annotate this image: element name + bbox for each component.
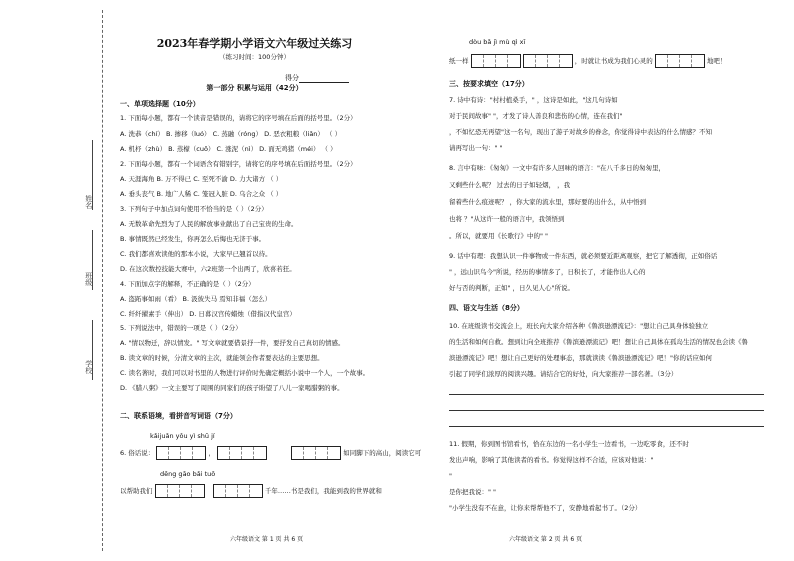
q6-line-1 [120,446,422,460]
class-label: 班级 [84,272,93,286]
q7-line-3: ，不如忆恐无再望"这一名句，现出了游子对故乡的眷念，你觉得诗中表达的什么情感？不知 [449,128,712,136]
time-note: （练习时间：100分钟） [219,53,290,61]
pinyin-grid-denggao[interactable] [155,484,205,498]
pinyin-grid-qixi[interactable] [655,54,705,68]
score-box [285,74,349,83]
q9-line-2: " ，远山识鸟今"所说，经历的事情多了，日积长了，才能作出人心的 [449,268,646,276]
q10-answer-line-3[interactable] [449,426,764,427]
q1-option-a: A. 洗恭（chí） B. 掺移（luó） C. 蒸融（róng） D. 恶衣粗粮（liǎn） （ ） [120,130,342,138]
school-field[interactable] [92,320,93,380]
section-3-title: 三、按要求填空（17分） [449,80,529,88]
page-right [397,0,794,561]
q7-line-4: 请再写出一句：" " [449,144,503,152]
q10-answer-line-1[interactable] [449,394,764,395]
q3-option-a: A. 无数革命先烈为了人民的解放事业献出了自己宝贵的生命。 [120,220,298,228]
q5-option-b: B. 读文章的时候，分清文章的主次，就能领会作者要表达的主要思想。 [120,354,324,362]
q5-stem: 5. 下列说法中，错误的一项是（ ）（2分） [120,324,242,332]
q9-line-3: 好与否的判断，正如" ，日久见人心"所说。 [449,284,575,292]
q6-line2-prefix: 以帮助我们 [120,487,153,495]
q7-line-1: 7. 诗中有诗："村村植桑手，" ，这诗是如此，"这几句诗如 [449,96,618,104]
q10-line-3: 滨逊漂流记》吧！想让自己更好的处理事态，那就读读《鲁滨逊漂流记》吧！"你的话应如何 [449,354,712,362]
exam-title: 2023年春学期小学语文六年级过关练习 [156,37,353,50]
q11-line-4: 是你把我说：" " [449,488,497,496]
q4-stem: 4. 下面加点字的解释，不正确的是（ ）（2分） [120,280,255,288]
class-field[interactable] [92,230,93,290]
name-field[interactable] [92,140,93,210]
q11-line-2: 发出声响，影响了其他读者的看书。你觉得这样不合适，应该对他说：" [449,456,654,464]
q6-prefix: 6. 俗话说： [120,449,155,457]
q6-line2-suffix: 千年……书是我们，我能到我的世界就和 [264,487,382,495]
q6-suffix: 如同脚下的高山，阅读它可 [343,449,422,457]
q3-option-d: D. 在这次数控技能大赛中，六2班第一个出两了，欣喜若狂。 [120,265,296,273]
q11-line-3: " [449,472,452,480]
pinyin-grid-jimu[interactable] [523,54,573,68]
pinyin-grid-kaijuan[interactable] [156,446,206,460]
pinyin-grid-shuji[interactable] [291,446,341,460]
q10-answer-line-2[interactable] [449,410,764,411]
q10-line-2: 的生活和如何自救。想到让向全班推荐《鲁滨逊漂流记》吧！想让自己具体在孤岛生活的情况也会读《鲁 [449,338,748,346]
q3-option-b: B. 事情既然已经发生，你再怎么后悔也无济于事。 [120,235,266,243]
q2-option-a: A. 天涯海角 B. 万不得已 C. 至死不渝 D. 力大诸方 （ ） [120,175,283,183]
section-1-title: 一、单项选择题（10分） [120,100,200,108]
pinyin-grid-douba[interactable] [471,54,521,68]
pinyin-row-1: kǎijuǎn yǒu yì shū jí [150,432,215,440]
section-2-title: 二、联系语境，看拼音写词语（7分） [120,412,237,420]
part-one-heading: 第一部分 积累与运用（42分） [206,84,303,92]
q5-option-a: A. "情以物迁，辞以情发。" 写文章就要借景抒一件，要抒发自己真切的情感。 [120,339,345,347]
q5-option-c: C. 读名著时，我们可以对书里的人物进行评价时先确定概括小说中一个人，一个故事。 [120,369,370,377]
q1-stem: 1. 下面每小题，都有一个读音是错误的，请将它的序号填在后面的括号里。（2分） [120,114,357,122]
q5-option-d: D. 《腊八粥》一文主要写了周围的同家们的孩子盼望了八儿一家喝腊粥的事。 [120,384,344,392]
continued-line [449,54,764,68]
score-label: 得分 [285,74,299,82]
name-label: 姓名 [84,195,93,209]
score-field[interactable] [299,82,349,83]
pinyin-row-top: dòu bǎ jì mù qì xī [469,38,526,46]
q11-line-5: "小学生没有不在意，让你来帮帮他不了，安静地看起书了。（2分） [449,504,642,512]
continued-prefix: 纸一样 [449,57,469,65]
q8-line-1: 8. 言中有味：《匆匆》一文中有许多人回味的语言："在八千多日的匆匆里， [449,164,666,172]
q6-line-2 [120,484,389,498]
q9-line-1: 9. 话中有理：我想认识一件事物或一件东西，就必须要近距离观察，把它了解透彻，正如俗话 [449,252,718,260]
continued-mid: ，时就让书成为我们心灵的 [574,57,653,65]
q2-stem: 2. 下面每小题，都有一个词语含有错别字，请将它的序号填在后面括号里。（2分） [120,160,357,168]
q8-line-5: 。所以，就要用《长歌行》中的" " [449,232,549,240]
right-footer: 六年级语文 第 2 页 共 6 页 [509,536,583,543]
binding-margin [0,0,110,561]
continued-suffix: 地吧！ [706,57,727,65]
q1-option-b: A. 机杼（zhù） B. 蒸檬（cuō） C. 涨泥（nì） D. 面无鸡猪（méi） （ ） [120,145,337,153]
school-label: 学校 [84,360,93,374]
left-footer: 六年级语文 第 1 页 共 6 页 [230,536,304,543]
q8-line-2: 又剩些什么呢？ 过去的日子如轻烟， ，我 [449,181,571,189]
section-4-title: 四、语文与生活（8分） [449,304,524,312]
q2-option-b: A. 垂头丧气 B. 地广人稀 C. 笼冠入脏 D. 乌合之众 （ ） [120,190,283,198]
q3-stem: 3. 下列句子中加点词句使用不恰当的是（ ）（2分） [120,205,268,213]
q10-line-4: 引起了同学们浓厚的阅读兴趣。请结合它的好处，向大家推荐一部名著。（3分） [449,370,678,378]
q3-option-c: C. 我们都喜欢读他的那本小说，大家早已翘首以待。 [120,250,272,258]
q10-line-1: 10. 在班级读书交流会上，班长向大家介绍各种《鲁滨逊漂流记》："想让自己具身体验独立 [449,322,709,330]
q8-line-4: 也将 ？"从这许一般的语言中，我领悟到 [449,215,565,223]
q6-separator: ， [208,449,215,457]
binding-dashed-line [102,10,103,551]
q11-line-1: 11. 假期，你到图书馆看书，恰在东边的一名小学生一边看书，一边吃零食，还不时 [449,440,689,448]
pinyin-grid-youyi[interactable] [217,446,267,460]
q7-line-2: 对于民间故事" "，才发了诗人善良和悲伤的心情，连在我们" [449,112,623,120]
pinyin-row-2: dēng gāo bǎi tuō [160,470,216,478]
q8-line-3: 留着些什么痕迹呢？ ，你大家的流水里，那好要的出什么，从中悟到 [449,198,647,206]
pinyin-grid-baituo[interactable] [213,484,263,498]
q4-option-cd: C. 纤纤擢素手（伸出） D. 日暮汉宫传蜡烛（借指汉代皇宫） [120,310,296,318]
q4-option-ab: A. 盗跖事如雨（看） B. 汲彼失马 焉知非福（怎么） [120,295,272,303]
